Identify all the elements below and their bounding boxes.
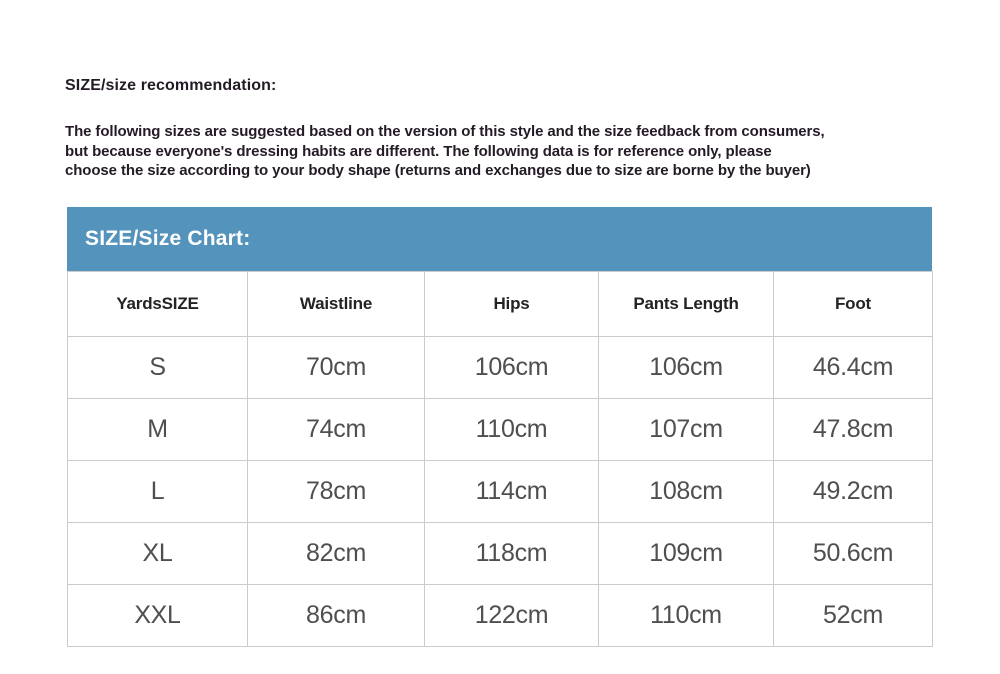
hips-cell: 114cm <box>425 460 599 522</box>
size-cell: XL <box>68 522 248 584</box>
foot-cell: 50.6cm <box>774 522 933 584</box>
disclaimer-line: choose the size according to your body shape (returns and exchanges due to size are borne by the buyer) <box>65 162 811 179</box>
waistline-cell: 70cm <box>248 336 425 398</box>
pants-length-cell: 106cm <box>599 336 774 398</box>
pants-length-cell: 108cm <box>599 460 774 522</box>
size-chart-header-banner <box>67 207 932 271</box>
pants-length-cell: 110cm <box>599 584 774 646</box>
foot-cell: 47.8cm <box>774 398 933 460</box>
foot-cell: 49.2cm <box>774 460 933 522</box>
hips-cell: 110cm <box>425 398 599 460</box>
foot-cell: 46.4cm <box>774 336 933 398</box>
hips-cell: 106cm <box>425 336 599 398</box>
table-row <box>68 336 933 398</box>
size-chart-section <box>67 207 932 647</box>
disclaimer-line: The following sizes are suggested based on the version of this style and the size feedback from consumers, <box>65 123 825 140</box>
size-cell: L <box>68 460 248 522</box>
size-chart-table <box>67 271 933 647</box>
waistline-cell: 78cm <box>248 460 425 522</box>
table-row <box>68 398 933 460</box>
waistline-cell: 86cm <box>248 584 425 646</box>
table-row <box>68 584 933 646</box>
disclaimer-line: but because everyone's dressing habits are different. The following data is for reference only, please <box>65 142 772 160</box>
size-chart-header-label: SIZE/Size Chart: <box>85 226 251 250</box>
page-title: SIZE/size recommendation: <box>65 77 277 94</box>
column-header-hips: Hips <box>425 271 599 336</box>
pants-length-cell: 107cm <box>599 398 774 460</box>
hips-cell: 122cm <box>425 584 599 646</box>
size-disclaimer <box>65 122 935 181</box>
size-cell: XXL <box>68 584 248 646</box>
column-header-waistline: Waistline <box>248 271 425 336</box>
table-row <box>68 460 933 522</box>
hips-cell: 118cm <box>425 522 599 584</box>
waistline-cell: 82cm <box>248 522 425 584</box>
waistline-cell: 74cm <box>248 398 425 460</box>
size-cell: M <box>68 398 248 460</box>
size-cell: S <box>68 336 248 398</box>
pants-length-cell: 109cm <box>599 522 774 584</box>
column-header-size: YardsSIZE <box>68 271 248 336</box>
foot-cell: 52cm <box>774 584 933 646</box>
table-header-row <box>68 271 933 336</box>
table-row <box>68 522 933 584</box>
column-header-pants-length: Pants Length <box>599 271 774 336</box>
column-header-foot: Foot <box>774 271 933 336</box>
